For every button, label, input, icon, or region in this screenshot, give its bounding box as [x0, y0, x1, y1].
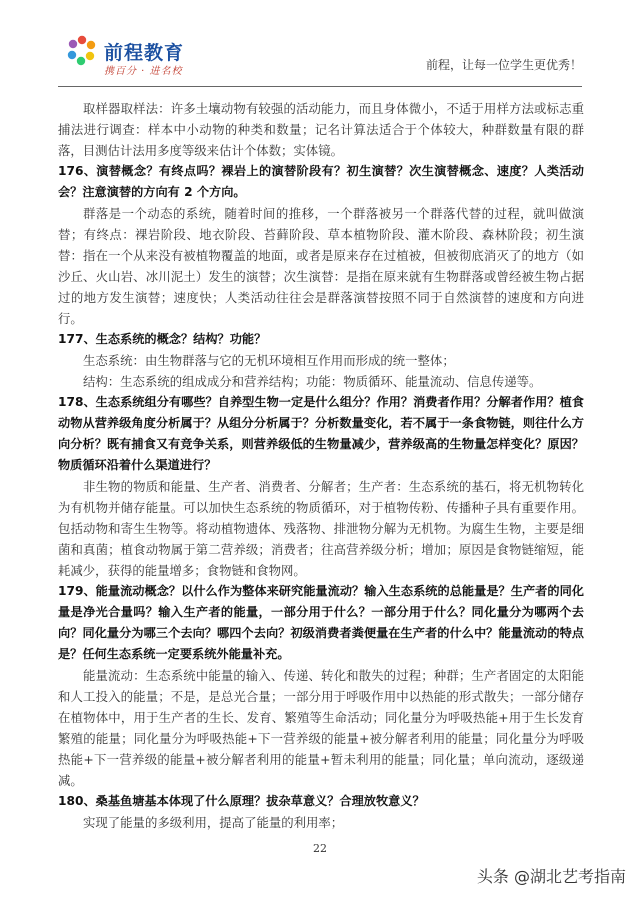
answer-paragraph: 取样器取样法：许多土壤动物有较强的活动能力，而且身体微小，不适于用样方法或标志重捕法进行调查：样本中小动物的种类和数量；记名计算法适合于个体较大，种群数量有限的群落，目测估计法用多度等级来估计个体数；实体镜。 — [58, 101, 584, 158]
answer-paragraph: 结构：生态系统的组成成分和营养结构；功能：物质循环、能量流动、信息传递等。 — [83, 374, 542, 389]
page-header — [0, 0, 640, 92]
answer-paragraph: 非生物的物质和能量、生产者、消费者、分解者；生产者：生态系统的基石，将无机物转化为有机物并储存能量。可以加快生态系统的物质循环，对于植物传粉、传播种子具有重要作用。包括动物和寄生生物等。将动植物遗体、残落物、排泄物分解为无机物。为腐生生物，主要是细菌和真菌；植食动物属于第二营养级；消费者；往高营养级分析；增加；原因是食物链缩短，能耗减少，获得的能量增多；食物链和食物网。 — [58, 479, 584, 578]
question-heading: 176、演替概念？有终点吗？裸岩上的演替阶段有？初生演替？次生演替概念、速度？人类活动会？注意演替的方向有 2 个方向。 — [58, 164, 584, 199]
header-slogan: 前程，让每一位学生更优秀！ — [425, 58, 582, 72]
page-number: 22 — [313, 842, 327, 855]
watermark: 头条 @湖北艺考指南 — [476, 867, 626, 886]
document-body — [58, 98, 584, 833]
brand-tagline: 携百分 · 进名校 — [104, 66, 183, 77]
answer-paragraph: 能量流动：生态系统中能量的输入、传递、转化和散失的过程；种群；生产者固定的太阳能和人工投入的能量；不是，是总光合量；一部分用于呼吸作用中以热能的形式散失；一部分储存在植物体中，用于生产者的生长、发育、繁殖等生命活动；同化量分为呼吸热能+用于生长发育繁殖的能量；同化量分为呼吸热能+下一营养级的能量+被分解者利用的能量；同化量分为呼吸热能+下一营养级的能量+被分解者利用的能量+暂未利用的能量；同化量；单向流动，逐级递减。 — [58, 668, 584, 788]
flower-logo-icon — [66, 34, 98, 66]
header-divider — [58, 86, 582, 87]
question-heading: 177、生态系统的概念？结构？功能？ — [58, 332, 267, 346]
answer-paragraph: 群落是一个动态的系统，随着时间的推移，一个群落被另一个群落代替的过程，就叫做演替；有终点：裸岩阶段、地衣阶段、苔藓阶段、草本植物阶段、灌木阶段、森林阶段；初生演替：指在一个从来没有被植物覆盖的地面，或者是原来存在过植被，但被彻底消灭了的地方（如沙丘、火山岩、冰川泥土）发生的演替；次生演替：是指在原来就有生物群落或曾经被生物占据过的地方发生演替；速度快；人类活动往往会是群落演替按照不同于自然演替的速度和方向进行。 — [58, 206, 584, 326]
question-heading: 179、能量流动概念？以什么作为整体来研究能量流动？输入生态系统的总能量是？生产者的同化量是净光合量吗？输入生产者的能量，一部分用于什么？一部分用于什么？同化量分为哪两个去向？同化量分为哪三个去向？哪四个去向？初级消费者粪便量在生产者的什么中？能量流动的特点是？任何生态系统一定要系统外能量补充。 — [58, 584, 584, 661]
answer-paragraph: 实现了能量的多级利用，提高了能量的利用率； — [83, 815, 344, 830]
brand-name: 前程教育 — [104, 42, 185, 64]
question-heading: 178、生态系统组分有哪些？自养型生物一定是什么组分？作用？消费者作用？分解者作用？植食动物从营养级角度分析属于？从组分分析属于？分析数量变化，若不属于一条食物链，则往什么方向分析？既有捕食又有竞争关系，则营养级低的生物量减少，营养级高的生物量怎样变化？原因？物质循环沿着什么渠道进行？ — [58, 395, 584, 472]
question-heading: 180、桑基鱼塘基本体现了什么原理？拔杂草意义？合理放牧意义？ — [58, 794, 425, 808]
answer-paragraph: 生态系统：由生物群落与它的无机环境相互作用而形成的统一整体； — [83, 353, 455, 368]
